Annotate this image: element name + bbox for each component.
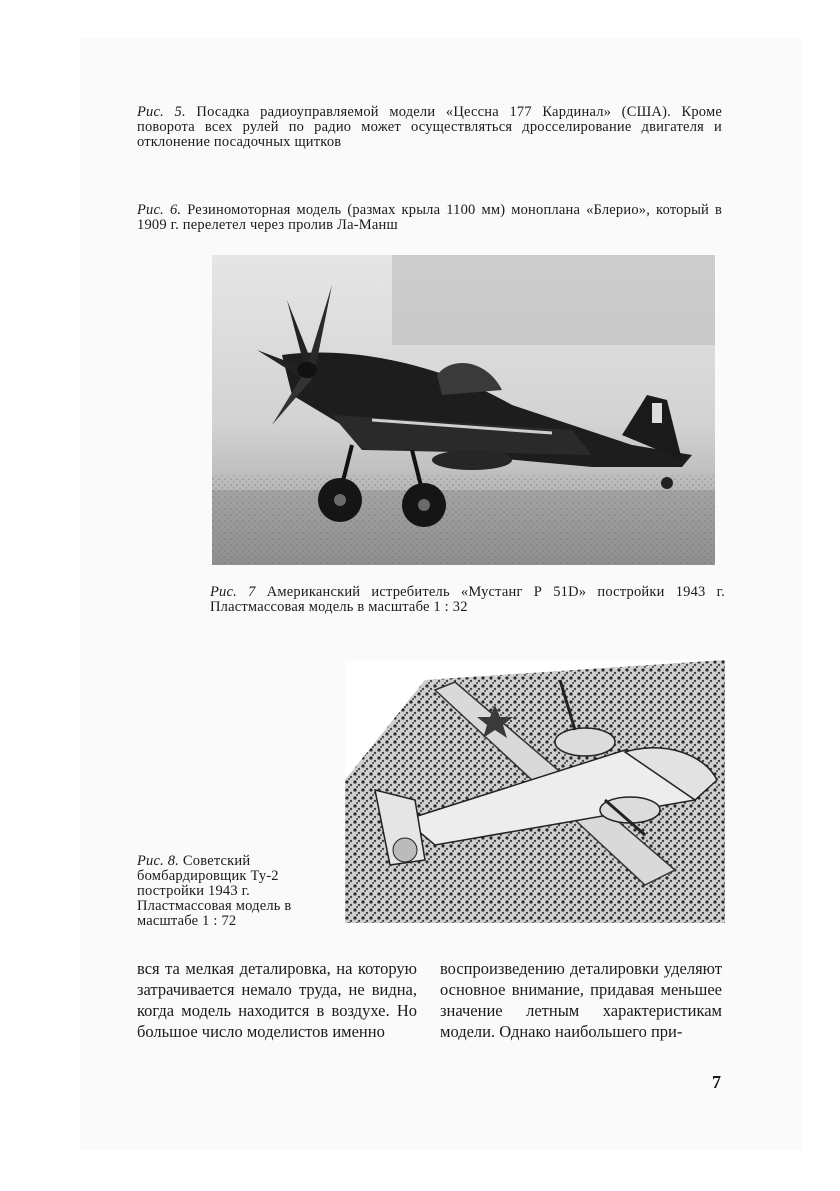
figure-8-text: Советский бомбардировщик Ту-2 постройки 1943 г. Пластмассовая модель в масштабе 1 : 72 — [137, 853, 292, 929]
page-number: 7 — [712, 1072, 721, 1092]
figure-7-label: Рис. 7 — [210, 584, 256, 600]
body-text-column-1: вся та мелкая деталировка, на которую затрачивается немало труда, не видна, когда модель находится в воздухе. Но большое число моделистов именно — [137, 959, 417, 1041]
figure-5-caption — [137, 105, 722, 150]
mustang-model-photo — [212, 255, 715, 565]
figure-6-label: Рис. 6. — [137, 202, 182, 218]
figure-8-label: Рис. 8. — [137, 853, 180, 869]
figure-7-text: Американский истребитель «Мустанг Р 51D» постройки 1943 г. Пластмассовая модель в масштабе 1 : 32 — [210, 584, 725, 615]
figure-6-caption — [137, 203, 722, 233]
figure-5-label: Рис. 5. — [137, 104, 186, 120]
figure-5-text: Посадка радиоуправляемой модели «Цессна 177 Кардинал» (США). Кроме поворота всех рулей по радио может осуществляться дросселирование двигателя и отклонение посадочных щитков — [137, 104, 722, 150]
figure-6-text: Резиномоторная модель (размах крыла 1100 мм) моноплана «Блерио», который в 1909 г. перелетел через пролив Ла-Манш — [137, 202, 723, 233]
figure-8-caption — [137, 854, 333, 929]
body-text-column-2: воспроизведению деталировки уделяют основное внимание, придавая меньшее значение летным характеристикам модели. Однако наибольшего при- — [440, 959, 722, 1041]
tu2-model-photo — [345, 660, 725, 923]
figure-7-caption — [210, 585, 725, 615]
